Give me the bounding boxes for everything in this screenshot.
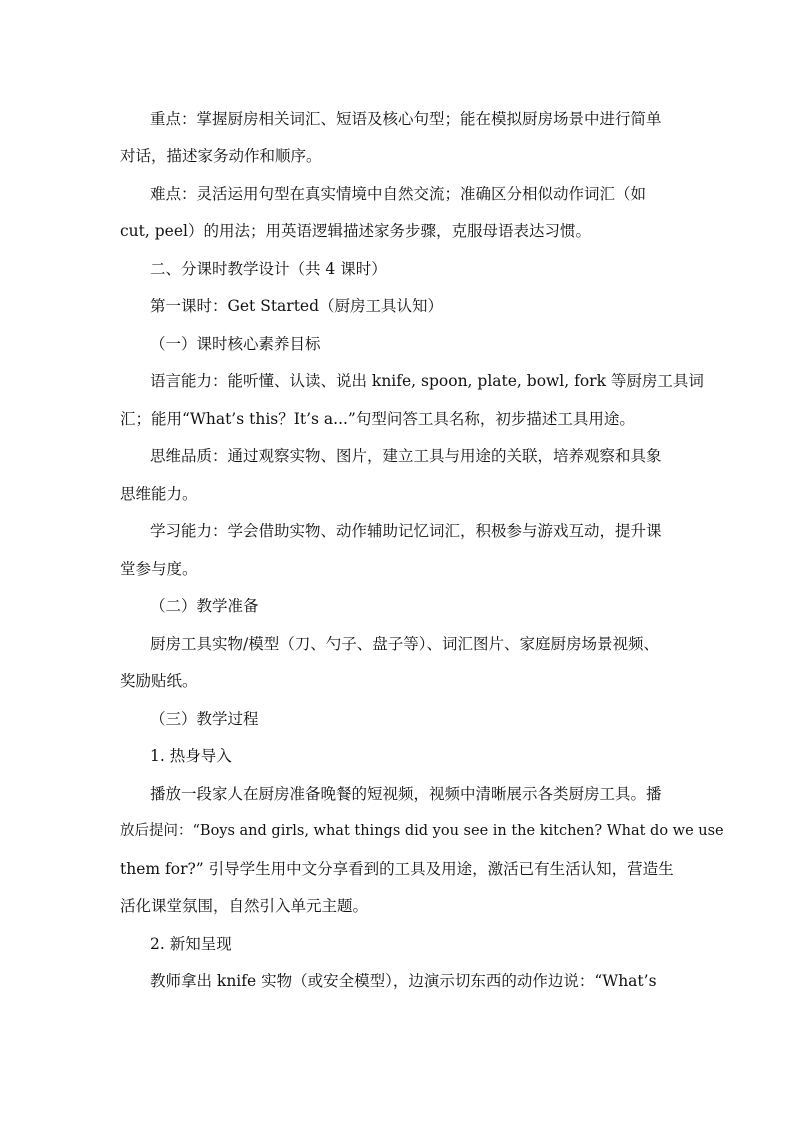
text-line: 堂参与度。 bbox=[120, 560, 198, 578]
text-line: 对话，描述家务动作和顺序。 bbox=[120, 147, 322, 165]
section-heading: 二、分课时教学设计（共 4 课时） bbox=[150, 260, 387, 278]
text-line: 播放一段家人在厨房准备晚餐的短视频，视频中清晰展示各类厨房工具。播 bbox=[150, 785, 662, 803]
lesson-heading: 第一课时：Get Started（厨房工具认知） bbox=[150, 297, 444, 315]
text-line: 学习能力：学会借助实物、动作辅助记忆词汇，积极参与游戏互动，提升课 bbox=[150, 522, 662, 540]
text-line: 汇；能用“What’s this？It’s a...”句型问答工具名称，初步描述工具用途。 bbox=[120, 410, 635, 428]
subsection-heading: （二）教学准备 bbox=[150, 597, 259, 615]
subsection-heading: （一）课时核心素养目标 bbox=[150, 335, 321, 353]
text-line: 重点：掌握厨房相关词汇、短语及核心句型；能在模拟厨房场景中进行简单 bbox=[150, 110, 662, 128]
text-line: 思维能力。 bbox=[120, 485, 198, 503]
step-heading: 2. 新知呈现 bbox=[150, 935, 232, 953]
text-line: them for?” 引导学生用中文分享看到的工具及用途，激活已有生活认知，营造生 bbox=[120, 860, 674, 878]
text-line: 思维品质：通过观察实物、图片，建立工具与用途的关联，培养观察和具象 bbox=[150, 447, 662, 465]
text-line: 难点：灵活运用句型在真实情境中自然交流；准确区分相似动作词汇（如 bbox=[150, 185, 647, 203]
step-heading: 1. 热身导入 bbox=[150, 747, 232, 765]
text-line: 放后提问：“Boys and girls, what things did you see in the kitchen? What do we use bbox=[120, 823, 724, 839]
text-line: 厨房工具实物/模型（刀、勺子、盘子等）、词汇图片、家庭厨房场景视频、 bbox=[150, 635, 659, 653]
text-line: 奖励贴纸。 bbox=[120, 672, 198, 690]
text-line: cut, peel）的用法；用英语逻辑描述家务步骤，克服母语表达习惯。 bbox=[120, 222, 591, 240]
text-line: 教师拿出 knife 实物（或安全模型），边演示切东西的动作边说：“What’s bbox=[150, 972, 657, 990]
text-line: 语言能力：能听懂、认读、说出 knife, spoon, plate, bowl, fork 等厨房工具词 bbox=[150, 372, 704, 390]
text-line: 活化课堂氛围，自然引入单元主题。 bbox=[120, 897, 369, 915]
subsection-heading: （三）教学过程 bbox=[150, 710, 259, 728]
